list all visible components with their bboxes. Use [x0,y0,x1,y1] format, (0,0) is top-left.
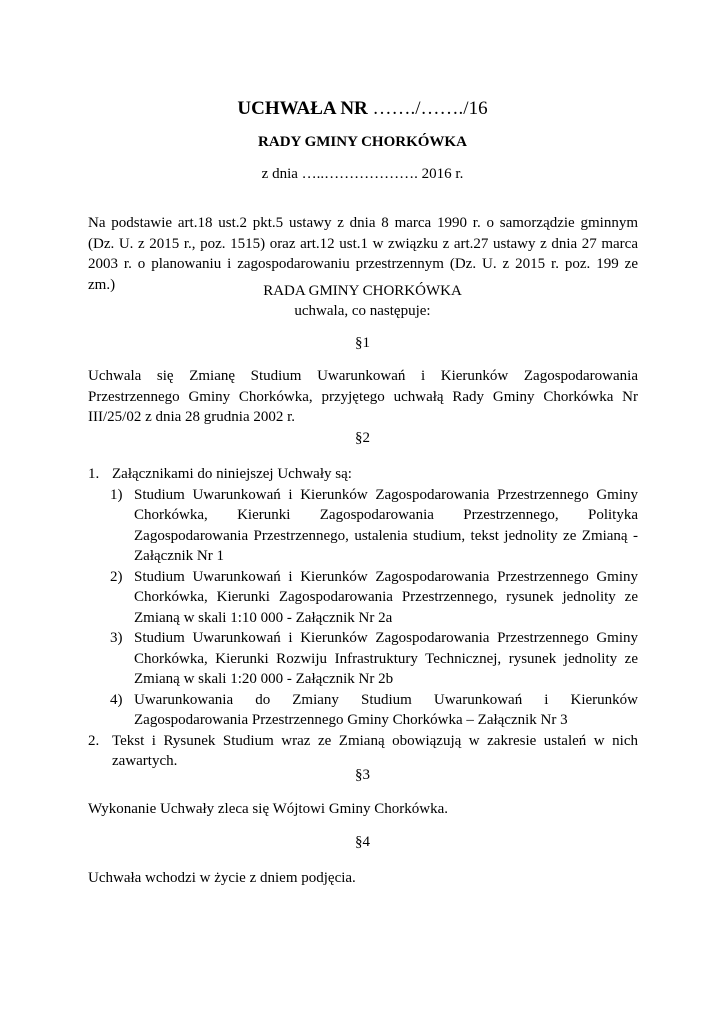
enacting-line-2: uchwala, co następuje: [294,303,431,319]
section-4-text: Uchwała wchodzi w życie z dniem podjęcia. [88,870,356,886]
council-name: RADY GMINY CHORKÓWKA [258,134,467,150]
section-3-heading: §3 [355,767,370,783]
section-2-heading: §2 [355,430,370,446]
list-item-text: Załącznikami do niniejszej Uchwały są: [112,466,352,482]
section-3-text: Wykonanie Uchwały zleca się Wójtowi Gminy Chorkówka. [88,801,448,817]
sub-item-text: Studium Uwarunkowań i Kierunków Zagospodarowania Przestrzennego Gminy Chorkówka, Kierunki Zagospodarowania Przestrzennego, Polityka Zagospodarowania Przestrzennego, ustalenia studium, tekst jednolity ze Zmianą - Załącznik Nr 1 [134,486,638,564]
section-2-list [88,464,638,772]
title-prefix: UCHWAŁA NR [237,98,368,119]
list-item-number: 2. [88,732,100,749]
sub-item [88,567,638,629]
sub-item [88,628,638,690]
list-item-2 [88,731,638,772]
enacting-line-1: RADA GMINY CHORKÓWKA [263,283,462,299]
list-item-text: Tekst i Rysunek Studium wraz ze Zmianą obowiązują w zakresie ustaleń w nich zawartych. [112,732,638,769]
sub-item-number: 1) [110,486,123,503]
title-number: ……./……./16 [367,98,488,119]
sub-item-text: Uwarunkowania do Zmiany Studium Uwarunkowań i Kierunków Zagospodarowania Przestrzennego Gminy Chorkówka – Załącznik Nr 3 [134,691,638,728]
sub-item [88,690,638,731]
sub-item-number: 2) [110,568,123,585]
resolution-title [0,98,725,120]
sub-item-text: Studium Uwarunkowań i Kierunków Zagospodarowania Przestrzennego Gminy Chorkówka, Kierunki Zagospodarowania Przestrzennego, rysunek jednolity ze Zmianą w skali 1:10 000 - Załącznik Nr 2a [134,568,638,626]
preamble-text: Na podstawie art.18 ust.2 pkt.5 ustawy z dnia 8 marca 1990 r. o samorządzie gminnym (Dz. U. z 2015 r., poz. 1515) oraz art.12 ust.1 w związku z art.27 ustawy z dnia 27 marca 2003 r. o planowaniu i zagospodarowaniu przestrzennym (Dz. U. z 2015 r. poz. 199 ze zm.) [88,215,638,293]
sub-item [88,485,638,567]
section-4-heading: §4 [355,834,370,850]
enacting-clause [0,281,725,321]
list-item-1 [88,464,638,485]
sub-item-number: 4) [110,691,123,708]
section-1-heading: §1 [355,335,370,351]
sub-item-number: 3) [110,630,123,646]
sub-item-text: Studium Uwarunkowań i Kierunków Zagospodarowania Przestrzennego Gminy Chorkówka, Kierunki Rozwiju Infrastruktury Technicznej, rysunek jednolity ze Zmianą w skali 1:20 000 - Załącznik Nr 2b [134,630,638,687]
list-item-number: 1. [88,466,100,482]
section-1-text: Uchwala się Zmianę Studium Uwarunkowań i Kierunków Zagospodarowania Przestrzennego Gminy Chorkówka, przyjętego uchwałą Rady Gminy Chorkówka Nr III/25/02 z dnia 28 grudnia 2002 r. [88,368,638,425]
resolution-date: z dnia …..………………. 2016 r. [261,166,464,182]
